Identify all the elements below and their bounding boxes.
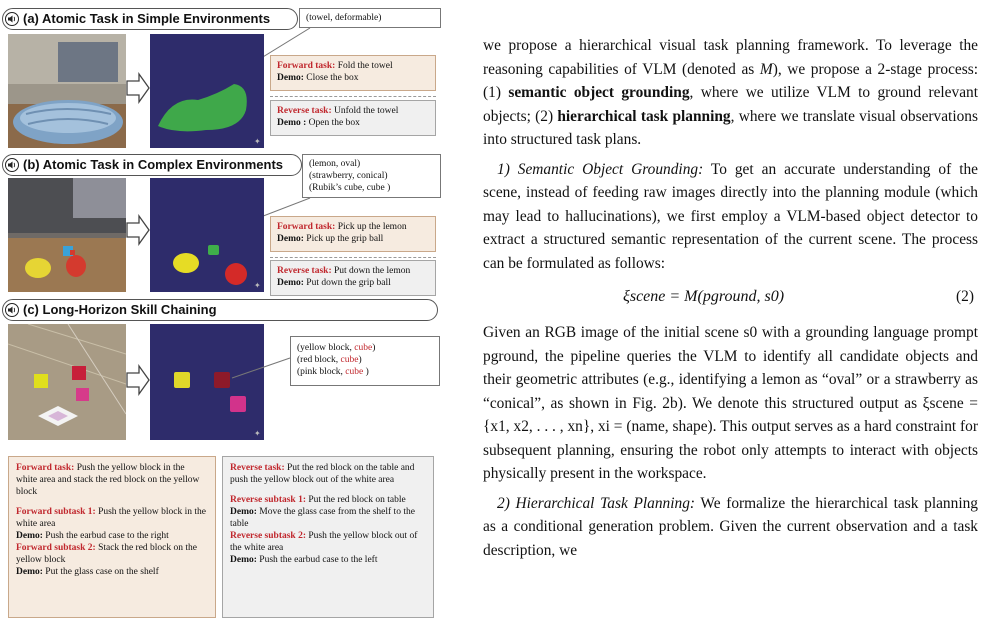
arrow-icon	[126, 364, 150, 396]
panel-c-forward-box: Forward task: Push the yellow block in the white area and stack the red block on the yellow block Forward subtask 1: Push the yellow block in the white area Demo: Push the earbud case to the right Forward subtask 2: Stack the red block on the yellow block Demo: Put the glass case on the shelf	[8, 456, 216, 618]
callout-pointer	[228, 354, 298, 384]
panel-a-callout: (towel, deformable)	[299, 8, 441, 28]
panel-b-forward-box: Forward task: Pick up the lemon Demo: Pick up the grip ball	[270, 216, 436, 252]
section-hierarchical-task-planning: 2) Hierarchical Task Planning: We formalize the hierarchical task planning as a conditional generation problem. Given the current observation and a task description, we	[483, 494, 978, 559]
svg-text:✦: ✦	[254, 281, 261, 290]
speaker-icon	[5, 303, 19, 317]
speaker-icon	[5, 12, 19, 26]
panel-a-title: (a) Atomic Task in Simple Environments	[23, 11, 271, 26]
speaker-icon	[5, 158, 19, 172]
panel-b-title: (b) Atomic Task in Complex Environments	[23, 157, 284, 172]
svg-text:✦: ✦	[254, 429, 261, 438]
towel-scene-photo	[8, 34, 126, 148]
paragraph-grounding-output: Given an RGB image of the initial scene s0 with a grounding language prompt pground, the pipeline queries the VLM to identify all candidate objects and their geometric attributes (e.g., identifying a lemon as “oval” or a strawberry as “conical”, as shown in Fig. 2b). We denote this structured output as ξscene = {x1, x2, . . . , xn}, xi = (name, shape). This output serves as a hard constraint for subsequent planning, ensuring the robot only attempts to interact with objects physically present in the workspace.	[483, 324, 978, 482]
panel-a-reverse-box: Reverse task: Unfold the towel Demo : Open the box	[270, 100, 436, 136]
section-semantic-object-grounding: 1) Semantic Object Grounding: To get an accurate understanding of the scene, instead of feeding raw images directly into the planning module (which may lead to hallucinations), we first employ a VLM-based object detector to extract a structured semantic representation of the current scene. The process can be formulated as follows:	[483, 160, 978, 272]
paragraph-intro: we propose a hierarchical visual task planning framework. To leverage the reasoning capabilities of VLM (denoted as M), we propose a 2-stage process: (1) semantic object grounding, where we utilize VLM to ground relevant objects; (2) hierarchical task planning, where we translate visual observations into structured task plans.	[483, 37, 979, 148]
arrow-icon	[126, 72, 150, 104]
lemon-scene-photo	[8, 178, 126, 292]
panel-c-reverse-box: Reverse task: Put the red block on the table and push the yellow block out of the white area Reverse subtask 1: Put the red block on table Demo: Move the glass case from the shelf to the table Reverse subtask 2: Push the yellow block out of the white area Demo: Push the earbud case to the left	[222, 456, 434, 618]
equation-2: ξscene = M(pground, s0) (2)	[623, 288, 974, 305]
svg-text:✦: ✦	[254, 137, 261, 146]
divider	[270, 257, 436, 258]
divider	[270, 96, 436, 97]
panel-b-callout: (lemon, oval) (strawberry, conical) (Rubik’s cube, cube )	[302, 154, 441, 198]
panel-a-forward-box: Forward task: Fold the towel Demo: Close the box	[270, 55, 436, 91]
panel-c-title: (c) Long-Horizon Skill Chaining	[23, 302, 217, 317]
lemon-mask	[150, 178, 264, 292]
panel-b-reverse-box: Reverse task: Put down the lemon Demo: Put down the grip ball	[270, 260, 436, 296]
towel-mask	[150, 34, 264, 148]
figure	[0, 0, 460, 626]
panel-c-callout: (yellow block, cube) (red block, cube) (pink block, cube )	[290, 336, 440, 386]
body-text	[483, 34, 978, 562]
arrow-icon	[126, 214, 150, 246]
blocks-scene-photo	[8, 324, 126, 440]
